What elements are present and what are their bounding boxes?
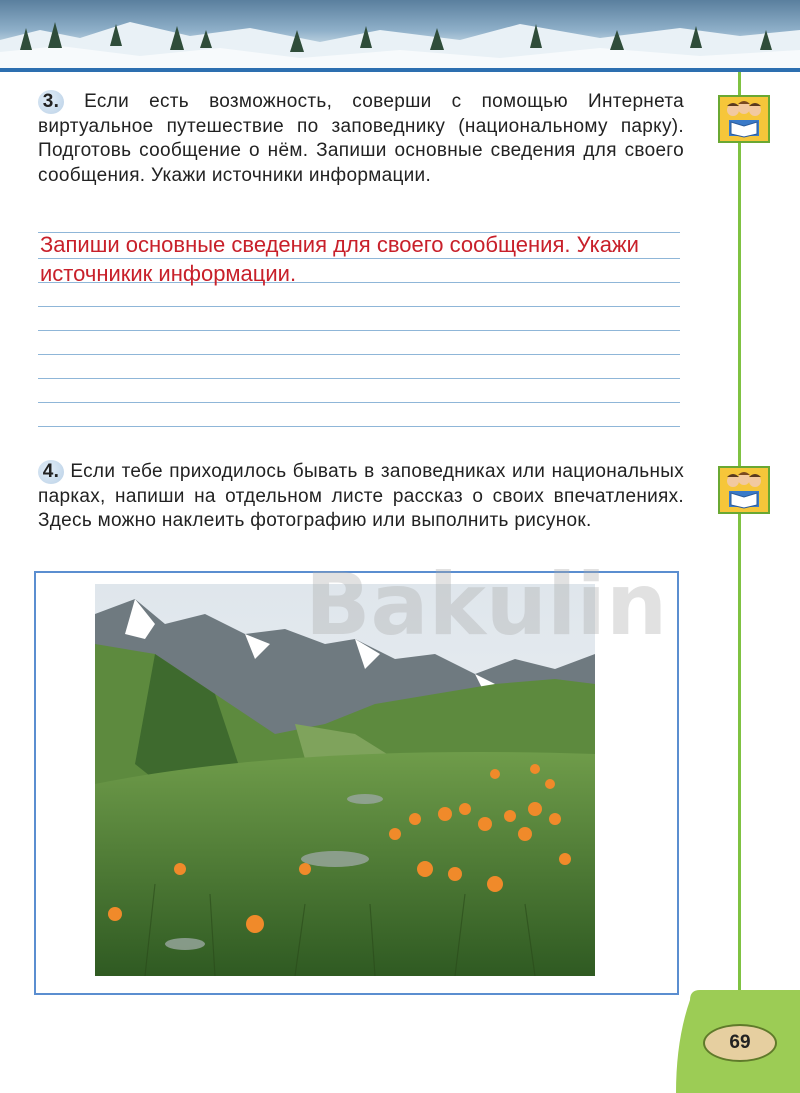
answer-text: Запиши основные сведения для своего сообщения. Укажи источникик информации. (40, 232, 639, 286)
watermark: Bakulin (305, 555, 668, 655)
task-4-number: 4. (38, 460, 64, 484)
task-3-text: Если есть возможность, соверши с помощью Интернета виртуальное путешествие по заповеднику (национальному парку). Подготовь сообщение о нём. Запиши основные сведения для своего сообщения. Укажи источники информации. (38, 91, 684, 186)
task-4-text: Если тебе приходилось бывать в заповедниках или национальных парках, напиши на отдельном листе рассказ о своих впечатлениях. Здесь можно наклеить фотографию или выполнить рисунок. (38, 461, 684, 531)
task-3-number: 3. (38, 90, 64, 114)
page-number: 69 (703, 1024, 777, 1062)
